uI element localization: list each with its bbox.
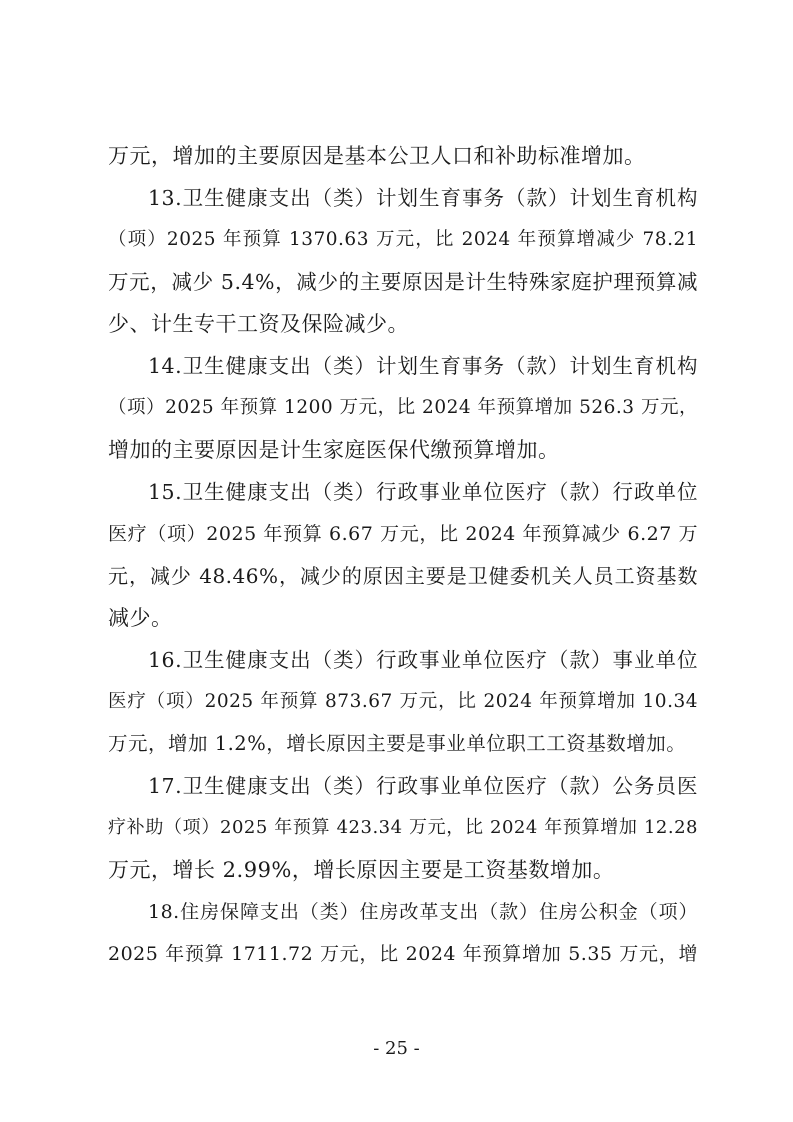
text-line: 14.卫生健康支出（类）计划生育事务（款）计划生育机构: [148, 354, 698, 378]
text-line: 减少。: [108, 606, 173, 630]
text-line: 13.卫生健康支出（类）计划生育事务（款）计划生育机构: [148, 186, 698, 210]
text-line: （项）2025 年预算 1200 万元，比 2024 年预算增加 526.3 万元，: [108, 397, 698, 418]
text-line: 元，减少 48.46%，减少的原因主要是卫健委机关人员工资基数: [108, 564, 698, 588]
text-line: 万元，减少 5.4%，减少的主要原因是计生特殊家庭护理预算减: [108, 270, 698, 294]
text-line: 万元，增长 2.99%，增长原因主要是工资基数增加。: [108, 858, 615, 882]
text-line: 医疗（项）2025 年预算 6.67 万元，比 2024 年预算减少 6.27 万: [108, 523, 698, 545]
text-line: 增加的主要原因是计生家庭医保代缴预算增加。: [108, 438, 560, 462]
text-line: 少、计生专干工资及保险减少。: [108, 312, 409, 336]
text-line: （项）2025 年预算 1370.63 万元，比 2024 年预算增减少 78.21: [108, 229, 698, 250]
text-line: 医疗（项）2025 年预算 873.67 万元，比 2024 年预算增加 10.34: [108, 691, 698, 712]
page-number: - 25 -: [373, 1038, 420, 1059]
text-line: 万元，增加的主要原因是基本公卫人口和补助标准增加。: [108, 144, 646, 168]
text-line: 2025 年预算 1711.72 万元，比 2024 年预算增加 5.35 万元，增: [108, 943, 698, 965]
text-line: 18.住房保障支出（类）住房改革支出（款）住房公积金（项）: [148, 901, 698, 923]
text-line: 16.卫生健康支出（类）行政事业单位医疗（款）事业单位: [148, 648, 698, 672]
text-line: 疗补助（项）2025 年预算 423.34 万元，比 2024 年预算增加 12.28: [108, 817, 698, 838]
text-line: 万元，增加 1.2%，增长原因主要是事业单位职工工资基数增加。: [108, 732, 687, 755]
text-line: 17.卫生健康支出（类）行政事业单位医疗（款）公务员医: [148, 774, 698, 798]
text-line: 15.卫生健康支出（类）行政事业单位医疗（款）行政单位: [148, 480, 698, 504]
